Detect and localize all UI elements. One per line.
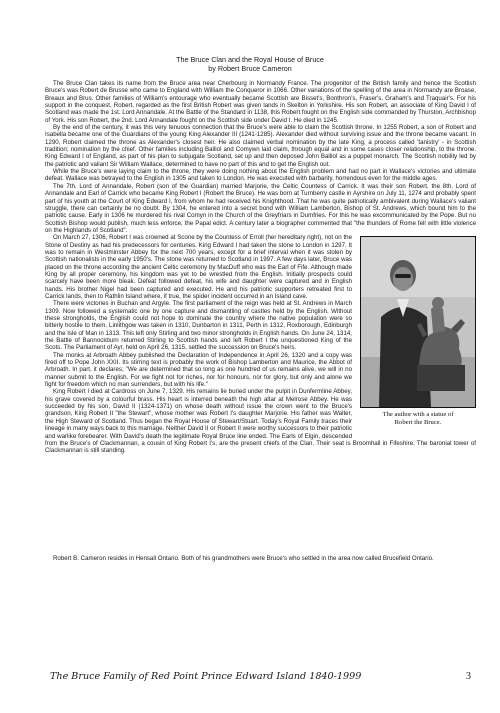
page-footer: The Bruce Family of Red Point Prince Edward Island 1840-1999 [50,671,362,682]
author-photo-figure [360,236,476,431]
article-body [45,80,476,455]
photo-caption [360,411,476,427]
paragraph-succession: King Robert I died at Cardross on June 7, 1329. His remains lie buried under the pulpit in Dunfermline Abbey, his grave covered by a colourful brass. His heart is interred beneath the high altar at Melrose Abbey. He was succeeded by his son, David II (1324-1371) on whose death without issue the crown went to the Bruce's grandson, King Robert II "the Stewart", whose mother was Robert I's daughter Marjorie. His father was Walter, the High Steward of Scotland. Thus began the Royal House of Stewart/Stuart. Today's Royal Family traces their lineage in many ways back to this marriage. Neither David II or Robert II were worthy successors to their patriotic and warlike forebearer. With David's death the legitimate Royal Bruce line ended. The Earls of Elgin, descended from the Bruce's of Clackmannan, a cousin of King Robert I's, are the present chiefs of the Clan. Their seat is Broomhall in Fifeshire. The baronial tower of Clackmannan is still standing. [45,388,476,455]
author-note [45,555,476,562]
page-number: 3 [466,671,471,682]
paragraph-author-bio: Robert B. Cameron resides in Hensall Ontario. Both of his grandmothers were Bruce's who settled in the area now called Brucefield Ontario. [53,555,434,562]
paragraph-wallace: While the Bruce's were laying claim to the throne, they were doing nothing about the English problem and had no part in Wallace's victories and ultimate defeat. Wallace was betrayed to the English in 1305 and taken to London. He was executed with barbarity, horrendous even for the middle ages. [45,168,476,183]
paragraph-castles: There were victories in Buchan and Argyle. The first parliament of the reign was held at St. Andrews in March 1309. Now followed a systematic one by one capture and dismantling of castles held by the English. Without these strongholds, the English could not hope to dominate the country where the native population were so bitterly hostile to them. Linlithgow was taken in 1310, Dunbarton in 1311, Perth in 1312, Roxborough, Edinburgh and the Isle of Man in 1313. This left only Stirling and two minor strongholds in English hands. On June 24, 1314, the Battle of Bannockburn returned Stirling to Scottish hands and left Robert I the unquestioned King of the Scots. The Parliament of Ayr, held on April 26, 1315, settled the succession on Bruce's heirs. [45,300,352,352]
photo-caption-line-1: The author with a statue of [382,411,454,419]
author-photo [360,236,476,408]
paragraph-arbroath: The monks at Arbroath Abbey published the Declaration of Independence in April 26, 1320 and a copy was fired off to Pope John XXII. Its stirring text is probably the work of Bishop Lamberton and Maurice, the Abbot of Arbroath. In part, it declares; "We are determined that so long as one hundred of us remains alive, we will in no manner submit to the English. For we fight not for riches, nor for honours, nor for glory, but only and alone we fight for freedom which no man surrenders, but with his life." [45,351,352,389]
paragraph-coronation: On March 27, 1306, Robert I was crowned at Scone by the Countess of Erroll (her hereditary right), not on the Stone of Destiny as had his predecessors for centuries. King Edward I had taken the stone to London in 1297. It was to remain in Westminster Abbey for the next 700 years, except for a brief interval when it was stolen by Scottish nationalists in the early 1950's. The stone was returned to Scotland in 1997. A few days later, Bruce was placed on the throne according the ancient Celtic ceremony by MacDuff who was the Earl of Fife. Although made King by all proper ceremony, his kingdom was yet to be wrestled from the English. Initially prospects could scarcely have been more bleak. Defeat followed defeat, his wife and daughter were captured and in English hands. His brother Nigel had been captured and executed. He and his patriotic supporters retreated first to Carrick lands, then to Rathlin Island where, if true, the spider incident occurred in an Island cave. [45,234,352,300]
paragraph-claim-to-throne: By the end of the century, it was this very tenuous connection that the Bruce's were able to claim the Scottish throne. In 1255 Robert, a son of Robert and Isabella became one of the Guardians of the young King Alexander III (1241-1285). Alexander died without surviving issue and the throne became vacant. In 1290, Robert claimed the throne as Alexander's closest heir. He also claimed verbal nomination by the late King, a process called 'tanistry' - in Scottish tradition; nomination by the chief. Other families including Balliol and Comywn laid claim, through equal and in some cases closer relationship, to the throne. King Edward I of England, as part of his plan to subjugate Scotland, set up and then deposed John Balliol as a puppet monarch. The Scottish nobility led by the patriotic and valiant Sir William Wallace, determined to have no part of this and to get the English out. [45,124,476,168]
paragraph-origins: The Bruce Clan takes its name from the Bruce area near Cherbourg in Normandy France. The progenitor of the British family and hence the Scottish Bruce's was Robert de Brusse who came to England with William the Conqueror in 1066. Other variations of the spelling of the area in Normandy are Broase, Breaux and Brus. Other families of William's entourage who eventually became Scottish are Bisset's, Bonthron's, Fraser's, Graham's and Traquair's. For his support in the conquest, Robert, regarded as the first British Robert was given lands in Skelton in Yorkshire. His son Robert, an associate of King David I of Scotland was made the 1st. Lord Annandale. At the Battle of the Standard in 1138, this Robert fought on the English side commanded by Thurston, Archbishop of York. His son Robert, the 2nd. Lord Annandale fought on the Scottish side under David I. He died in 1245. [45,80,476,124]
paragraph-robert-the-bruce: The 7th. Lord of Annandale, Robert (son of the Guardian) married Marjorie, the Celtic Countess of Carrick. It was their son Robert, the 8th. Lord of Annandale and Earl of Carrick who became King Robert I (Robert the Bruce). He was born at Turnberry castle in Ayrshire on July 11, 1274 and probably spent part of his youth at the Court of King Edward I, from whom he had received his Knighthood. That he was quite patriotically ambivalent during Wallace's valiant struggle, there can certainly be no doubt. By 1304, he entered into a secret bond with William Lamberton, Bishop of St. Andrews, which bound him to the patriotic cause. Early in 1306 he murdered his rival Comyn in the Church of the Greyfriars in Dumfries. For this he was excommunicated by the Pope. But no Scottish Bishop would publish, much less enforce, the Papal edict. A century later a biographer commented that "the thunders of Rome fell with little violence on the Highlands of Scotland". [45,182,476,234]
author-statue-image [361,237,475,407]
document-byline: by Robert Bruce Cameron [208,64,292,73]
document-title: The Bruce Clan and the Royal House of Bruce [176,55,324,64]
photo-caption-line-2: Robert the Bruce. [394,419,442,427]
